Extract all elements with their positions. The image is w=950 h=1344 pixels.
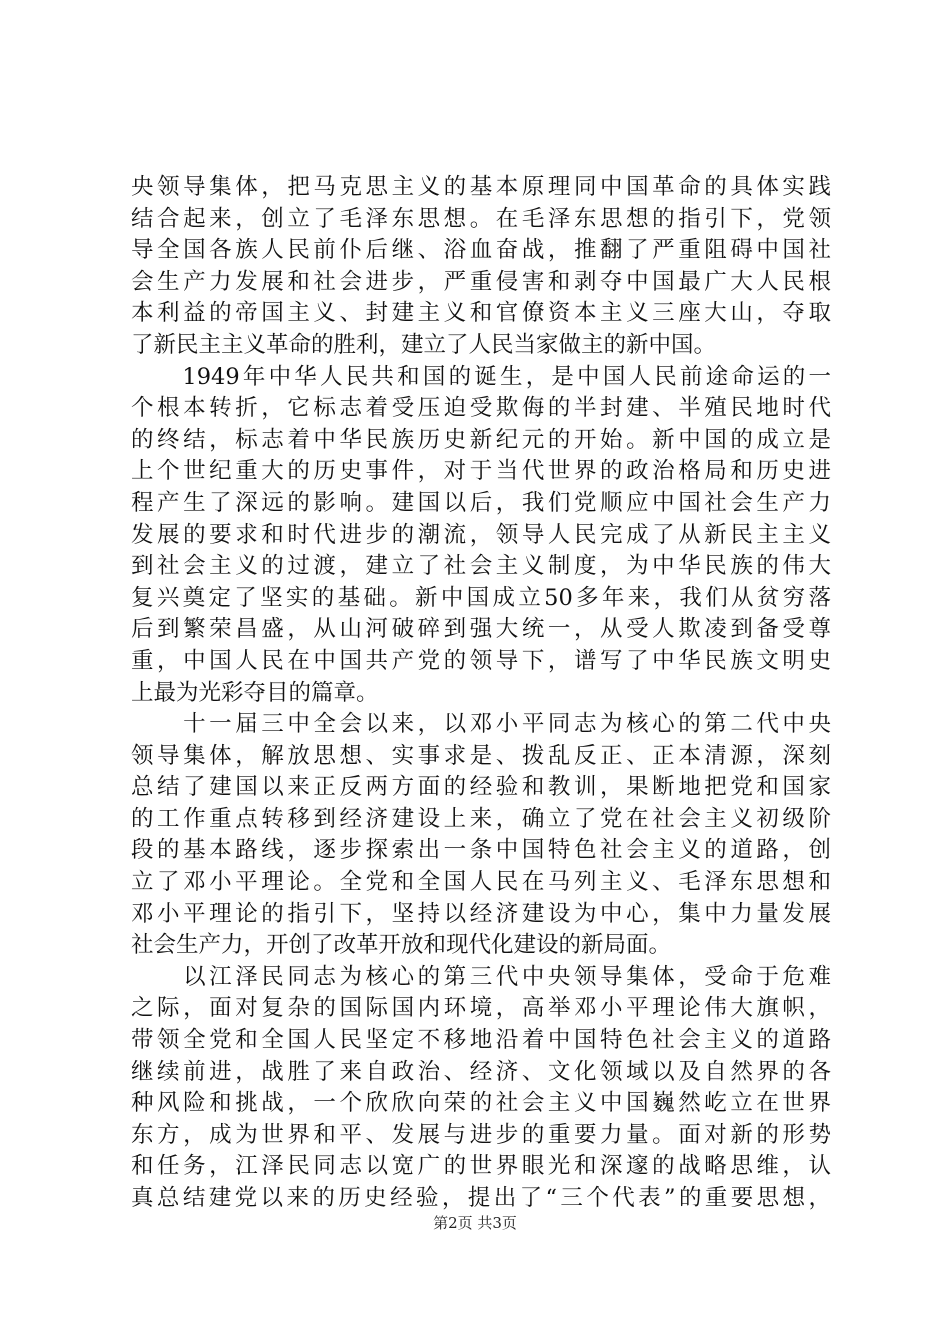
text-line: 了新民主主义革命的胜利，建立了人民当家做主的新中国。 [131, 331, 717, 358]
text-line: 十一届三中全会以来，以邓小平同志为核心的第二代中央 [131, 711, 831, 738]
text-line: 总结了建国以来正反两方面的经验和教训，果断地把党和国家 [131, 774, 831, 801]
text-line: 个根本转折，它标志着受压迫受欺侮的半封建、半殖民地时代 [131, 395, 831, 422]
text-line: 以江泽民同志为核心的第三代中央领导集体，受命于危难 [131, 963, 831, 990]
text-line: 之际，面对复杂的国际国内环境，高举邓小平理论伟大旗帜， [131, 995, 831, 1022]
document-body [131, 172, 831, 1215]
page-number-label: 第2页 共3页 [433, 1214, 517, 1232]
text-line: 立了邓小平理论。全党和全国人民在马列主义、毛泽东思想和 [131, 869, 831, 896]
text-line: 种风险和挑战，一个欣欣向荣的社会主义中国巍然屹立在世界 [131, 1090, 831, 1117]
text-line: 导全国各族人民前仆后继、浴血奋战，推翻了严重阻碍中国社 [131, 237, 831, 264]
page-footer [0, 1213, 950, 1233]
text-line: 继续前进，战胜了来自政治、经济、文化领域以及自然界的各 [131, 1058, 831, 1085]
text-line: 程产生了深远的影响。建国以后，我们党顺应中国社会生产力 [131, 489, 831, 516]
text-line: 后到繁荣昌盛，从山河破碎到强大统一，从受人欺凌到备受尊 [131, 616, 831, 643]
text-line: 上个世纪重大的历史事件，对于当代世界的政治格局和历史进 [131, 458, 831, 485]
text-line: 1949年中华人民共和国的诞生，是中国人民前途命运的一 [131, 363, 831, 390]
text-line: 领导集体，解放思想、实事求是、拨乱反正、正本清源，深刻 [131, 742, 831, 769]
text-line: 东方，成为世界和平、发展与进步的重要力量。面对新的形势 [131, 1121, 831, 1148]
text-line: 会生产力发展和社会进步，严重侵害和剥夺中国最广大人民根 [131, 268, 831, 295]
text-line: 到社会主义的过渡，建立了社会主义制度，为中华民族的伟大 [131, 553, 831, 580]
text-line: 结合起来，创立了毛泽东思想。在毛泽东思想的指引下，党领 [131, 205, 831, 232]
text-line: 央领导集体，把马克思主义的基本原理同中国革命的具体实践 [131, 174, 831, 200]
text-line: 重，中国人民在中国共产党的领导下，谱写了中华民族文明史 [131, 647, 831, 674]
text-line: 段的基本路线，逐步探索出一条中国特色社会主义的道路，创 [131, 837, 831, 864]
text-line: 邓小平理论的指引下，坚持以经济建设为中心，集中力量发展 [131, 900, 831, 927]
text-line: 本利益的帝国主义、封建主义和官僚资本主义三座大山，夺取 [131, 300, 831, 327]
text-line: 上最为光彩夺目的篇章。 [131, 679, 379, 706]
text-line: 和任务，江泽民同志以宽广的世界眼光和深邃的战略思维，认 [131, 1153, 831, 1180]
text-line: 的终结，标志着中华民族历史新纪元的开始。新中国的成立是 [131, 426, 831, 453]
text-line: 真总结建党以来的历史经验，提出了“三个代表”的重要思想， [131, 1185, 831, 1211]
text-line: 发展的要求和时代进步的潮流，领导人民完成了从新民主主义 [131, 521, 831, 548]
text-line: 带领全党和全国人民坚定不移地沿着中国特色社会主义的道路 [131, 1027, 831, 1054]
text-line: 的工作重点转移到经济建设上来，确立了党在社会主义初级阶 [131, 805, 831, 832]
text-line: 社会生产力，开创了改革开放和现代化建设的新局面。 [131, 932, 672, 959]
text-line: 复兴奠定了坚实的基础。新中国成立50多年来，我们从贫穷落 [131, 584, 831, 611]
